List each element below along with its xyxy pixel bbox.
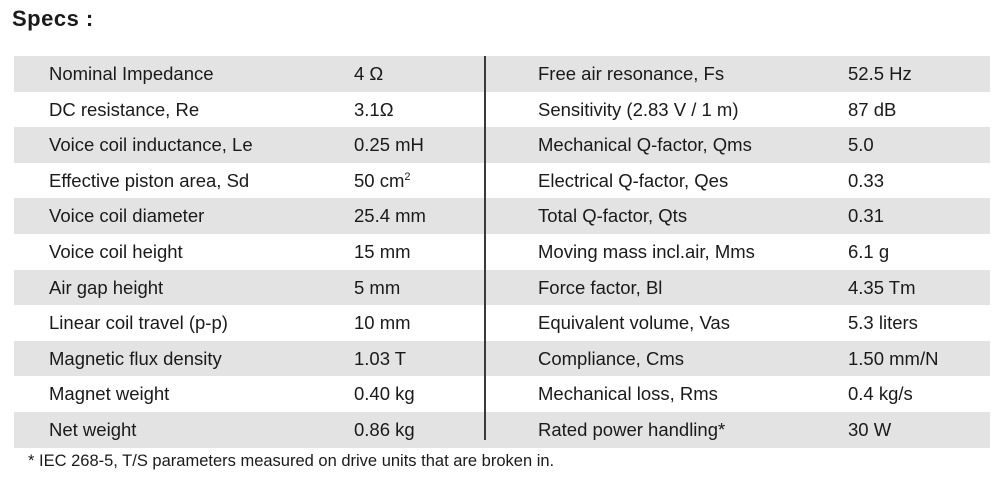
spec-value: 6.1 g xyxy=(848,240,890,262)
spec-label: Equivalent volume, Vas xyxy=(538,312,730,334)
spec-label: DC resistance, Re xyxy=(49,98,200,120)
spec-value: 0.86 kg xyxy=(354,418,415,440)
spec-value: 0.25 mH xyxy=(354,134,424,156)
spec-label: Effective piston area, Sd xyxy=(49,169,250,191)
spec-value: 30 W xyxy=(848,418,892,440)
spec-value: 25.4 mm xyxy=(354,205,426,227)
spec-value: 3.1Ω xyxy=(354,98,394,120)
spec-label: Free air resonance, Fs xyxy=(538,63,725,84)
footnote: * IEC 268-5, T/S parameters measured on drive units that are broken in. xyxy=(28,452,555,470)
spec-label: Voice coil inductance, Le xyxy=(49,134,253,156)
spec-value: 0.4 kg/s xyxy=(848,383,913,405)
spec-value: 4 Ω xyxy=(354,63,384,84)
superscript: 2 xyxy=(404,170,411,183)
spec-label: Rated power handling* xyxy=(538,418,726,440)
spec-label: Electrical Q-factor, Qes xyxy=(538,169,729,191)
table-row xyxy=(14,127,990,163)
table-row xyxy=(14,163,990,199)
table-row xyxy=(14,56,990,92)
spec-value: 0.40 kg xyxy=(354,383,415,405)
spec-value: 0.31 xyxy=(848,205,885,227)
spec-label: Linear coil travel (p-p) xyxy=(49,312,228,334)
table-row xyxy=(14,198,990,234)
spec-value: 5.0 xyxy=(848,134,874,156)
spec-label: Total Q-factor, Qts xyxy=(538,205,688,227)
spec-value: 15 mm xyxy=(354,240,411,262)
spec-value: 4.35 Tm xyxy=(848,276,916,298)
spec-value-text: 50 cm xyxy=(354,169,405,191)
table-row xyxy=(14,412,990,448)
spec-label: Force factor, Bl xyxy=(538,276,663,298)
table-row xyxy=(14,234,990,270)
spec-label: Mechanical loss, Rms xyxy=(538,383,718,405)
spec-label: Nominal Impedance xyxy=(49,63,214,84)
spec-label: Voice coil diameter xyxy=(49,205,205,227)
spec-label: Magnet weight xyxy=(49,383,170,405)
spec-value: 1.03 T xyxy=(354,347,407,369)
spec-value xyxy=(354,163,411,199)
table-row xyxy=(14,341,990,377)
spec-label: Sensitivity (2.83 V / 1 m) xyxy=(538,98,739,120)
spec-value: 10 mm xyxy=(354,312,411,334)
spec-value: 5 mm xyxy=(354,276,401,298)
table-row xyxy=(14,376,990,412)
spec-label: Magnetic flux density xyxy=(49,347,222,369)
spec-label: Compliance, Cms xyxy=(538,347,684,369)
table-row xyxy=(14,92,990,128)
page-title: Specs : xyxy=(12,6,94,31)
table-row xyxy=(14,305,990,341)
spec-label: Net weight xyxy=(49,418,137,440)
spec-value: 0.33 xyxy=(848,169,885,191)
spec-value: 5.3 liters xyxy=(848,312,918,334)
spec-label: Voice coil height xyxy=(49,240,183,262)
column-divider xyxy=(484,56,486,440)
table-row xyxy=(14,270,990,306)
specs-table xyxy=(14,56,990,448)
spec-value: 1.50 mm/N xyxy=(848,347,939,369)
spec-label: Air gap height xyxy=(49,276,164,298)
spec-value: 87 dB xyxy=(848,98,897,120)
spec-label: Mechanical Q-factor, Qms xyxy=(538,134,752,156)
spec-value: 52.5 Hz xyxy=(848,63,912,84)
spec-label: Moving mass incl.air, Mms xyxy=(538,240,755,262)
